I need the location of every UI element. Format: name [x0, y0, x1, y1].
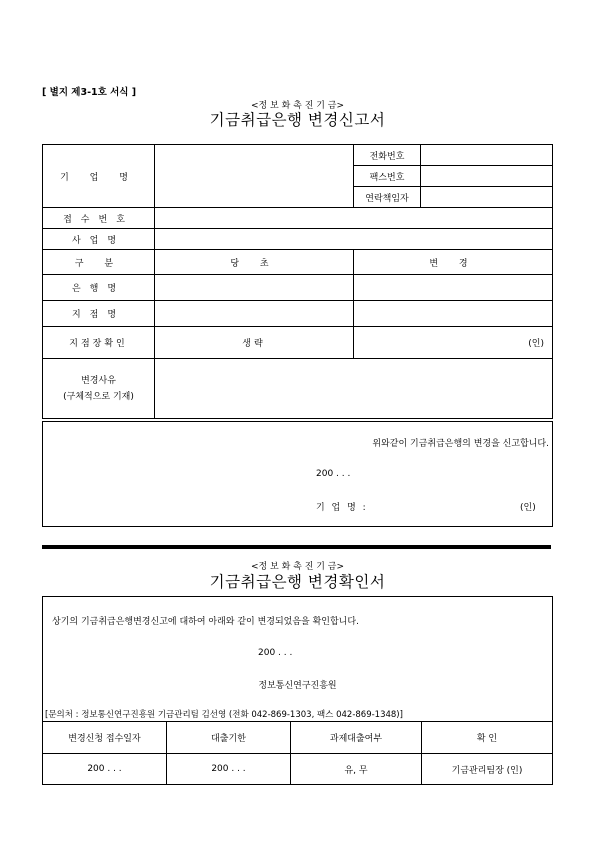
company-name-field[interactable] [155, 145, 354, 208]
cell-received-date[interactable]: 200 . . . [43, 754, 167, 785]
company-info-table [42, 144, 553, 208]
cell-project-loan[interactable]: 유, 무 [291, 754, 422, 785]
reason-field[interactable] [155, 359, 553, 419]
original-bank-field[interactable] [155, 275, 354, 301]
section1-title: 기금취급은행 변경신고서 [209, 111, 386, 129]
section2-subtitle: <정 보 화 촉 진 기 금> [250, 562, 345, 572]
col-header-received-date: 변경신청 접수일자 [43, 722, 167, 754]
reason-label-line1: 변경사유 [81, 375, 116, 386]
phone-field[interactable] [421, 145, 553, 166]
omitted-text: 생략 [155, 327, 354, 359]
manager-seal: (인) [354, 327, 553, 359]
category-label: 구 분 [43, 250, 155, 275]
reason-label [43, 359, 155, 419]
section1-subtitle: <정 보 화 촉 진 기 금> [250, 101, 345, 111]
reason-label-line2: (구체적으로 기재) [63, 391, 134, 402]
fax-field[interactable] [421, 166, 553, 187]
signer-label: 기 업 명 : [316, 503, 368, 513]
cell-confirm: 기금관리팀장 (인) [422, 754, 553, 785]
confirmation-text: 상기의 기금취급은행변경신고에 대하여 아래와 같이 변경되었음을 확인합니다. [52, 617, 359, 627]
col-header-loan-term: 대출기한 [167, 722, 291, 754]
manager-confirm-label: 지점장확인 [43, 327, 155, 359]
original-header: 당 초 [155, 250, 354, 275]
section2-title: 기금취급은행 변경확인서 [209, 573, 386, 591]
confirmation-date: 200 . . . [258, 648, 293, 658]
change-details-table [42, 207, 553, 419]
company-name-label: 기 업 명 [43, 145, 155, 208]
issuer-name: 정보통신연구진흥원 [258, 681, 337, 691]
original-branch-field[interactable] [155, 301, 354, 327]
signer-seal: (인) [520, 503, 536, 513]
contact-info: [문의처 : 정보통신연구진흥원 기금관리팀 김선영 (전화 042-869-1303, 팩스 042-869-1348)] [45, 710, 403, 720]
business-name-label: 사업명 [43, 229, 155, 250]
bank-name-label: 은행명 [43, 275, 155, 301]
branch-name-label: 지점명 [43, 301, 155, 327]
fax-label: 팩스번호 [354, 166, 421, 187]
confirmation-table [42, 721, 553, 785]
receipt-number-label: 접수번호 [43, 208, 155, 229]
col-header-project-loan: 과제대출여부 [291, 722, 422, 754]
cell-loan-term[interactable]: 200 . . . [167, 754, 291, 785]
receipt-number-field[interactable] [155, 208, 553, 229]
col-header-confirm: 확 인 [422, 722, 553, 754]
changed-branch-field[interactable] [354, 301, 553, 327]
contact-label: 연락책임자 [354, 187, 421, 208]
declaration-date: 200 . . . [316, 469, 351, 479]
phone-label: 전화번호 [354, 145, 421, 166]
form-number-label: [ 별지 제3-1호 서식 ] [42, 87, 137, 98]
business-name-field[interactable] [155, 229, 553, 250]
contact-field[interactable] [421, 187, 553, 208]
changed-header: 변 경 [354, 250, 553, 275]
section-divider [42, 545, 551, 549]
changed-bank-field[interactable] [354, 275, 553, 301]
declaration-text: 위와같이 기금취급은행의 변경을 신고합니다. [372, 439, 549, 449]
